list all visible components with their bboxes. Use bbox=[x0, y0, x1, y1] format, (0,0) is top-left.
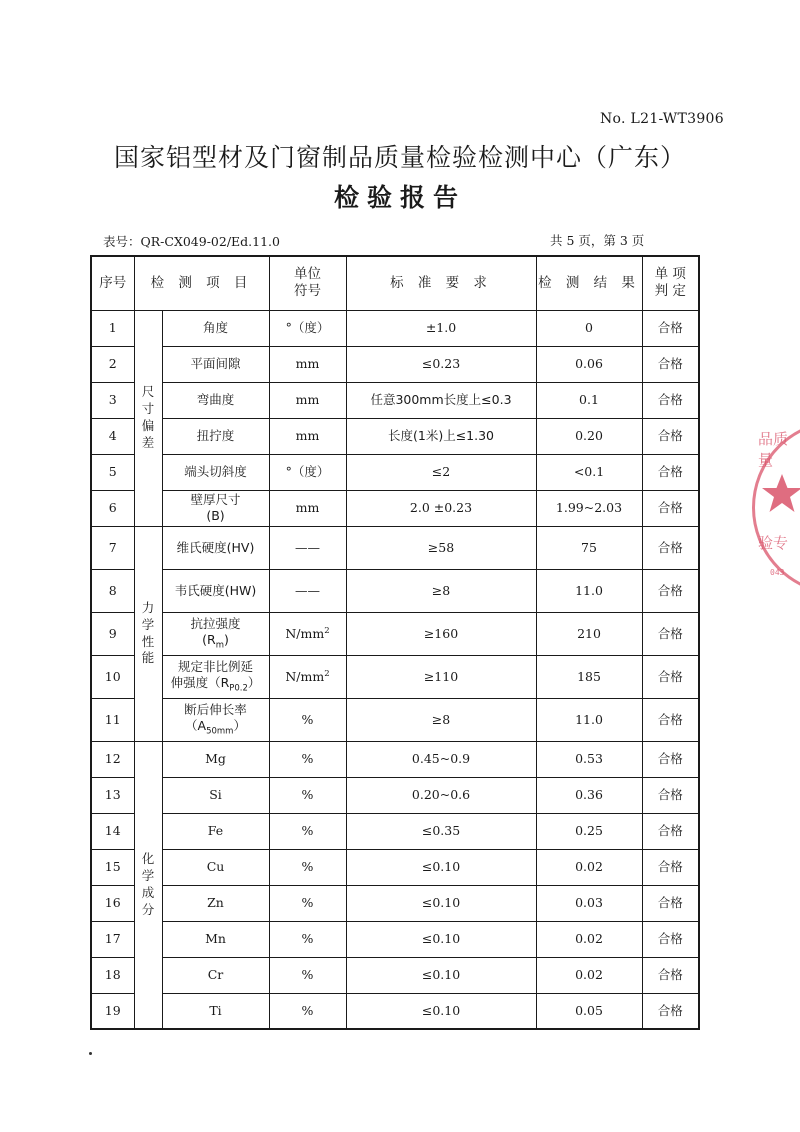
row-number: 16 bbox=[91, 885, 134, 921]
verdict: 合格 bbox=[642, 655, 699, 698]
col-header-unit-line1: 单位 bbox=[294, 266, 321, 283]
unit: —— bbox=[269, 569, 346, 612]
group-char: 差 bbox=[141, 434, 155, 450]
row-number: 9 bbox=[91, 612, 134, 655]
verdict: 合格 bbox=[642, 777, 699, 813]
table-row bbox=[91, 813, 699, 849]
item-name bbox=[162, 490, 269, 526]
row-number: 15 bbox=[91, 849, 134, 885]
verdict: 合格 bbox=[642, 346, 699, 382]
unit: % bbox=[269, 813, 346, 849]
item-name: 扭拧度 bbox=[162, 418, 269, 454]
unit: mm bbox=[269, 382, 346, 418]
requirement: ≤2 bbox=[346, 454, 536, 490]
table-row bbox=[91, 698, 699, 741]
group-char: 尺 bbox=[141, 384, 155, 400]
table-row bbox=[91, 957, 699, 993]
unit-superscript: 2 bbox=[324, 625, 330, 636]
document-title: 检验报告 bbox=[333, 183, 466, 212]
unit: °（度） bbox=[269, 454, 346, 490]
col-header-unit-line2: 符号 bbox=[294, 283, 321, 300]
verdict: 合格 bbox=[642, 849, 699, 885]
item-name-line1: 壁厚尺寸 bbox=[190, 492, 241, 508]
verdict: 合格 bbox=[642, 885, 699, 921]
row-number: 18 bbox=[91, 957, 134, 993]
row-number: 14 bbox=[91, 813, 134, 849]
group-char: 性 bbox=[141, 633, 155, 649]
item-name-subscript: m bbox=[215, 640, 224, 651]
verdict: 合格 bbox=[642, 569, 699, 612]
requirement: ≤0.10 bbox=[346, 993, 536, 1029]
unit: % bbox=[269, 849, 346, 885]
result: 0.20 bbox=[536, 418, 642, 454]
report-number: No. L21-WT3906 bbox=[600, 111, 724, 127]
page-info: 共 5 页，第 3 页 bbox=[550, 233, 645, 248]
col-header-item: 检 测 项 目 bbox=[134, 256, 269, 310]
seal-text-top: 品质量 bbox=[758, 430, 789, 469]
item-name-text: ) bbox=[223, 631, 229, 647]
item-name: Cr bbox=[162, 957, 269, 993]
table-row bbox=[91, 382, 699, 418]
col-header-no: 序号 bbox=[91, 256, 134, 310]
row-number: 13 bbox=[91, 777, 134, 813]
result: 0.53 bbox=[536, 741, 642, 777]
verdict: 合格 bbox=[642, 526, 699, 569]
row-number: 1 bbox=[91, 310, 134, 346]
result: 0.03 bbox=[536, 885, 642, 921]
unit-superscript: 2 bbox=[324, 668, 330, 679]
unit-text: N/mm bbox=[285, 625, 325, 641]
item-name-text: (R bbox=[202, 631, 216, 647]
group-char: 力 bbox=[141, 599, 155, 615]
row-number: 10 bbox=[91, 655, 134, 698]
result: 0.1 bbox=[536, 382, 642, 418]
item-name-line2 bbox=[163, 675, 269, 694]
result: 0.25 bbox=[536, 813, 642, 849]
table-row bbox=[91, 921, 699, 957]
col-header-verdict-line1: 单 项 bbox=[654, 266, 686, 283]
requirement: ≥160 bbox=[346, 612, 536, 655]
item-name-text: 伸强度（R bbox=[170, 674, 230, 690]
requirement: ≤0.10 bbox=[346, 849, 536, 885]
item-name: Mg bbox=[162, 741, 269, 777]
result: 11.0 bbox=[536, 698, 642, 741]
verdict: 合格 bbox=[642, 490, 699, 526]
requirement: ±1.0 bbox=[346, 310, 536, 346]
row-number: 2 bbox=[91, 346, 134, 382]
table-row bbox=[91, 418, 699, 454]
requirement: 0.20~0.6 bbox=[346, 777, 536, 813]
result: 0.05 bbox=[536, 993, 642, 1029]
item-name-subscript: P0.2 bbox=[229, 683, 248, 694]
result: <0.1 bbox=[536, 454, 642, 490]
verdict: 合格 bbox=[642, 698, 699, 741]
unit: mm bbox=[269, 346, 346, 382]
red-seal bbox=[752, 420, 800, 595]
unit: % bbox=[269, 921, 346, 957]
row-number: 19 bbox=[91, 993, 134, 1029]
row-number: 5 bbox=[91, 454, 134, 490]
inspection-table bbox=[90, 255, 700, 1030]
unit: % bbox=[269, 993, 346, 1029]
result: 0.02 bbox=[536, 849, 642, 885]
unit: —— bbox=[269, 526, 346, 569]
verdict: 合格 bbox=[642, 310, 699, 346]
group-char: 学 bbox=[141, 616, 155, 632]
item-name: 弯曲度 bbox=[162, 382, 269, 418]
result: 0.36 bbox=[536, 777, 642, 813]
unit bbox=[269, 655, 346, 698]
requirement: 长度(1米)上≤1.30 bbox=[346, 418, 536, 454]
organization-title: 国家铝型材及门窗制品质量检验检测中心（广东） bbox=[113, 143, 686, 172]
unit: % bbox=[269, 698, 346, 741]
seal-code: 043 bbox=[770, 568, 785, 577]
item-name-line2 bbox=[163, 632, 269, 651]
result: 0.02 bbox=[536, 957, 642, 993]
item-name-line2: (B) bbox=[206, 508, 225, 523]
unit: °（度） bbox=[269, 310, 346, 346]
result: 1.99~2.03 bbox=[536, 490, 642, 526]
requirement: 任意300mm长度上≤0.3 bbox=[346, 382, 536, 418]
result: 185 bbox=[536, 655, 642, 698]
item-name: Fe bbox=[162, 813, 269, 849]
result: 11.0 bbox=[536, 569, 642, 612]
table-row bbox=[91, 490, 699, 526]
table-row bbox=[91, 454, 699, 490]
unit: % bbox=[269, 957, 346, 993]
verdict: 合格 bbox=[642, 813, 699, 849]
item-name-subscript: 50mm bbox=[206, 726, 234, 737]
requirement: ≥8 bbox=[346, 698, 536, 741]
header-row bbox=[91, 256, 699, 310]
requirement: ≤0.10 bbox=[346, 921, 536, 957]
table-row bbox=[91, 777, 699, 813]
verdict: 合格 bbox=[642, 993, 699, 1029]
item-name: Si bbox=[162, 777, 269, 813]
item-name-line1: 规定非比例延 bbox=[177, 659, 253, 675]
item-name: Zn bbox=[162, 885, 269, 921]
item-name: Mn bbox=[162, 921, 269, 957]
unit: mm bbox=[269, 418, 346, 454]
item-name-line1: 断后伸长率 bbox=[184, 702, 247, 718]
verdict: 合格 bbox=[642, 454, 699, 490]
group-chemical bbox=[134, 741, 162, 1029]
verdict: 合格 bbox=[642, 957, 699, 993]
row-number: 17 bbox=[91, 921, 134, 957]
col-header-result: 检 测 结 果 bbox=[536, 256, 642, 310]
form-number: 表号：QR-CX049-02/Ed.11.0 bbox=[103, 234, 280, 249]
item-name-text: （A bbox=[185, 717, 207, 733]
row-number: 4 bbox=[91, 418, 134, 454]
col-header-verdict-line2: 判 定 bbox=[654, 283, 686, 300]
item-name-text: ） bbox=[233, 717, 246, 733]
requirement: ≥110 bbox=[346, 655, 536, 698]
group-mechanical bbox=[134, 526, 162, 741]
col-header-requirement: 标 准 要 求 bbox=[346, 256, 536, 310]
requirement: ≤0.10 bbox=[346, 885, 536, 921]
group-char: 偏 bbox=[141, 418, 155, 433]
item-name bbox=[162, 698, 269, 741]
result: 0.02 bbox=[536, 921, 642, 957]
unit bbox=[269, 612, 346, 655]
item-name bbox=[162, 612, 269, 655]
requirement: ≤0.35 bbox=[346, 813, 536, 849]
table-row bbox=[91, 741, 699, 777]
row-number: 8 bbox=[91, 569, 134, 612]
item-name: Ti bbox=[162, 993, 269, 1029]
table-row bbox=[91, 346, 699, 382]
row-number: 6 bbox=[91, 490, 134, 526]
item-name: 平面间隙 bbox=[162, 346, 269, 382]
requirement: ≤0.23 bbox=[346, 346, 536, 382]
unit: % bbox=[269, 741, 346, 777]
group-char: 学 bbox=[141, 867, 155, 883]
table-row bbox=[91, 849, 699, 885]
verdict: 合格 bbox=[642, 741, 699, 777]
row-number: 12 bbox=[91, 741, 134, 777]
requirement: 0.45~0.9 bbox=[346, 741, 536, 777]
seal-text-bottom: 验专 bbox=[758, 534, 789, 552]
table-row bbox=[91, 655, 699, 698]
result: 0 bbox=[536, 310, 642, 346]
unit: % bbox=[269, 885, 346, 921]
item-name bbox=[162, 655, 269, 698]
verdict: 合格 bbox=[642, 418, 699, 454]
group-dimension bbox=[134, 310, 162, 526]
unit-text: N/mm bbox=[285, 668, 325, 684]
col-header-unit bbox=[269, 256, 346, 310]
result: 210 bbox=[536, 612, 642, 655]
scan-dot bbox=[89, 1052, 92, 1055]
item-name: Cu bbox=[162, 849, 269, 885]
table-row bbox=[91, 310, 699, 346]
group-char: 寸 bbox=[141, 401, 155, 417]
table-row bbox=[91, 569, 699, 612]
table-row bbox=[91, 885, 699, 921]
table-row bbox=[91, 993, 699, 1029]
group-char: 能 bbox=[141, 650, 155, 666]
group-char: 分 bbox=[141, 901, 155, 917]
table-row bbox=[91, 612, 699, 655]
requirement: 2.0 ±0.23 bbox=[346, 490, 536, 526]
col-header-verdict bbox=[642, 256, 699, 310]
row-number: 11 bbox=[91, 698, 134, 741]
seal-star-icon bbox=[760, 472, 800, 516]
item-name-line2 bbox=[163, 718, 269, 737]
verdict: 合格 bbox=[642, 612, 699, 655]
requirement: ≥58 bbox=[346, 526, 536, 569]
result: 0.06 bbox=[536, 346, 642, 382]
item-name: 角度 bbox=[162, 310, 269, 346]
item-name-text: ） bbox=[247, 674, 261, 690]
row-number: 3 bbox=[91, 382, 134, 418]
group-char: 化 bbox=[141, 851, 155, 866]
table-row bbox=[91, 526, 699, 569]
group-char: 成 bbox=[141, 884, 155, 900]
unit: mm bbox=[269, 490, 346, 526]
item-name-line1: 抗拉强度 bbox=[190, 616, 241, 632]
result: 75 bbox=[536, 526, 642, 569]
item-name: 维氏硬度(HV) bbox=[162, 526, 269, 569]
requirement: ≤0.10 bbox=[346, 957, 536, 993]
row-number: 7 bbox=[91, 526, 134, 569]
requirement: ≥8 bbox=[346, 569, 536, 612]
verdict: 合格 bbox=[642, 382, 699, 418]
item-name: 端头切斜度 bbox=[162, 454, 269, 490]
unit: % bbox=[269, 777, 346, 813]
item-name: 韦氏硬度(HW) bbox=[162, 569, 269, 612]
verdict: 合格 bbox=[642, 921, 699, 957]
